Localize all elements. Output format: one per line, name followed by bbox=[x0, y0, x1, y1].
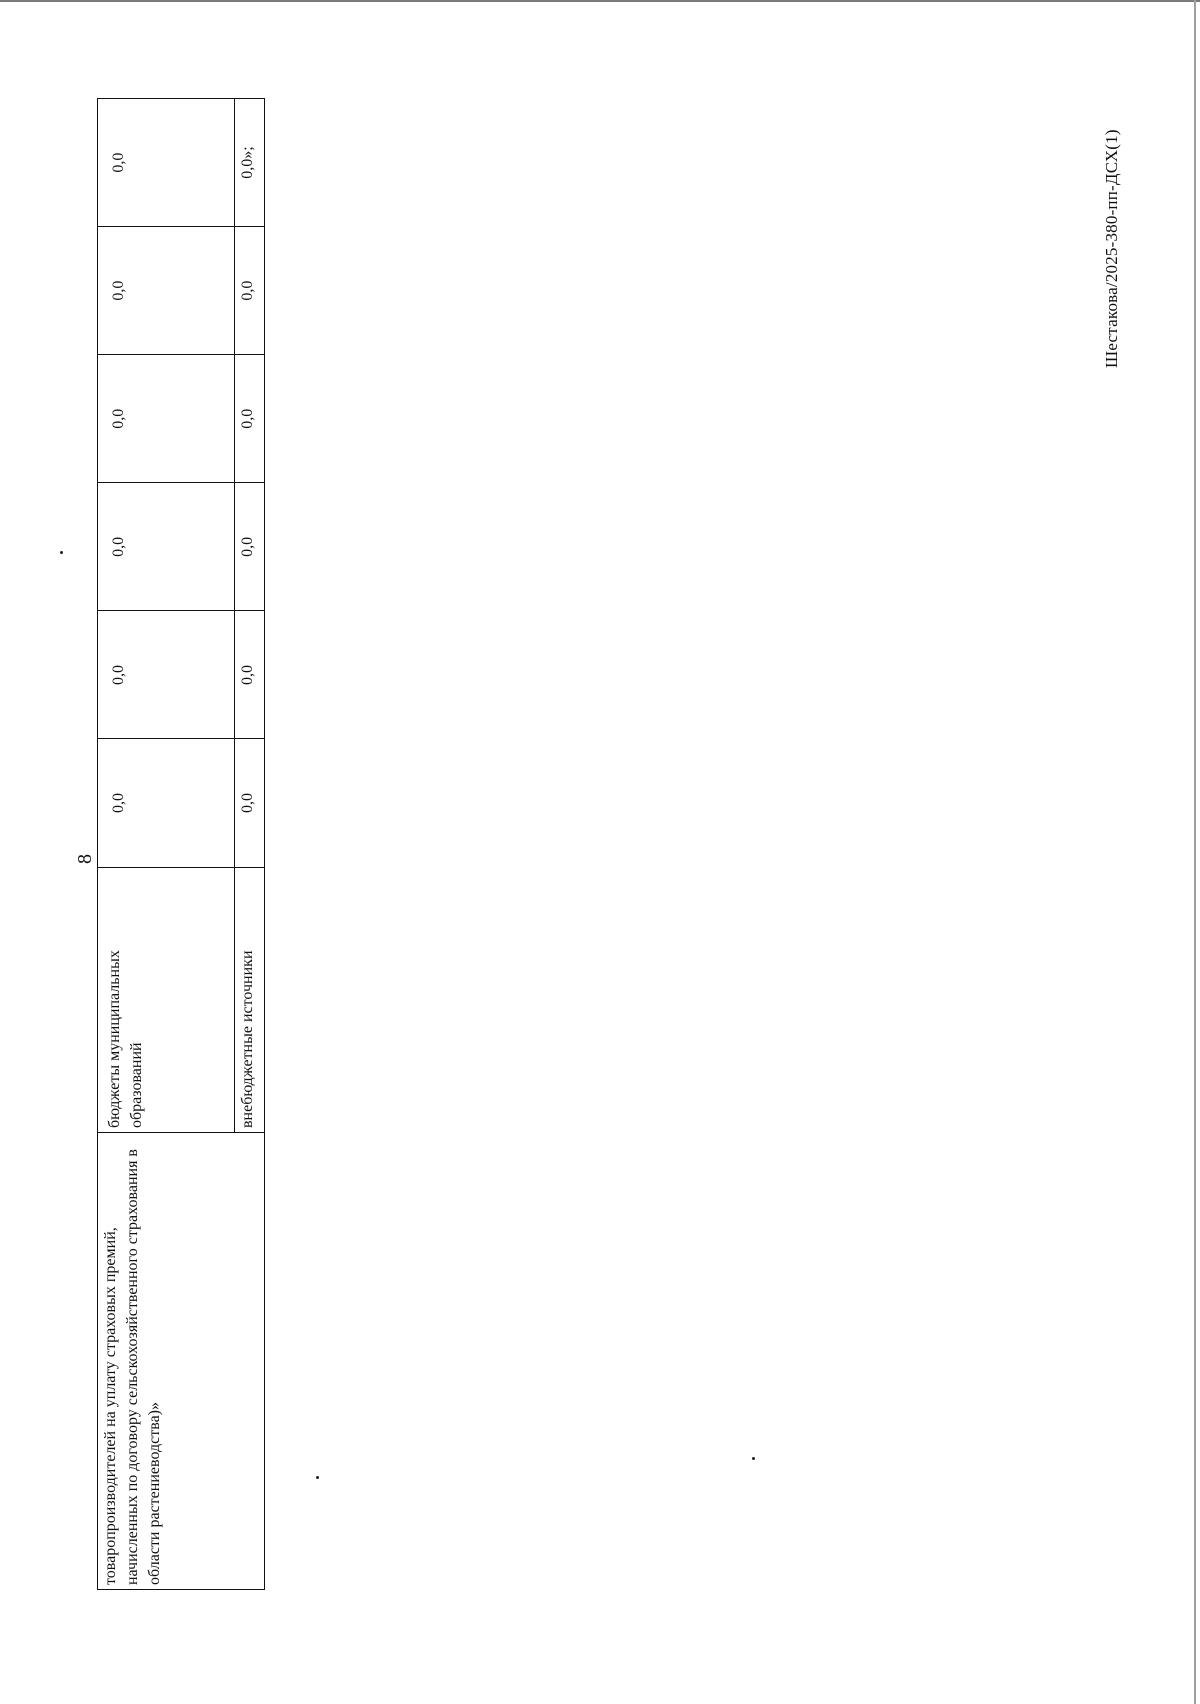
table-cell: 0,0 bbox=[235, 739, 265, 867]
document-code: Шестакова/2025-380-пп-ДСХ(1) bbox=[1102, 129, 1121, 368]
table-cell: 0,0 bbox=[235, 611, 265, 739]
page-number: 8 bbox=[74, 854, 96, 864]
table-cell: 0,0 bbox=[98, 355, 235, 483]
measure-description: товаропроизводителей на уплату страховых премий, начисленных по договору сельскохозяйственного страхования в области растениеводства)» bbox=[98, 1133, 265, 1590]
table-cell: 0,0 bbox=[98, 483, 235, 611]
table-cell: 0,0 bbox=[235, 483, 265, 611]
funding-source: бюджеты муниципальных образований bbox=[98, 867, 235, 1132]
table-cell: 0,0 bbox=[235, 227, 265, 355]
table-cell: 0,0 bbox=[235, 355, 265, 483]
table-cell: 0,0»; bbox=[235, 99, 265, 227]
funding-source: внебюджетные источники bbox=[235, 867, 265, 1132]
table-cell: 0,0 bbox=[98, 611, 235, 739]
table-cell: 0,0 bbox=[98, 99, 235, 227]
table-cell: 0,0 bbox=[98, 227, 235, 355]
table-row bbox=[98, 99, 235, 1590]
table-cell: 0,0 bbox=[98, 739, 235, 867]
funding-table bbox=[97, 98, 265, 1590]
